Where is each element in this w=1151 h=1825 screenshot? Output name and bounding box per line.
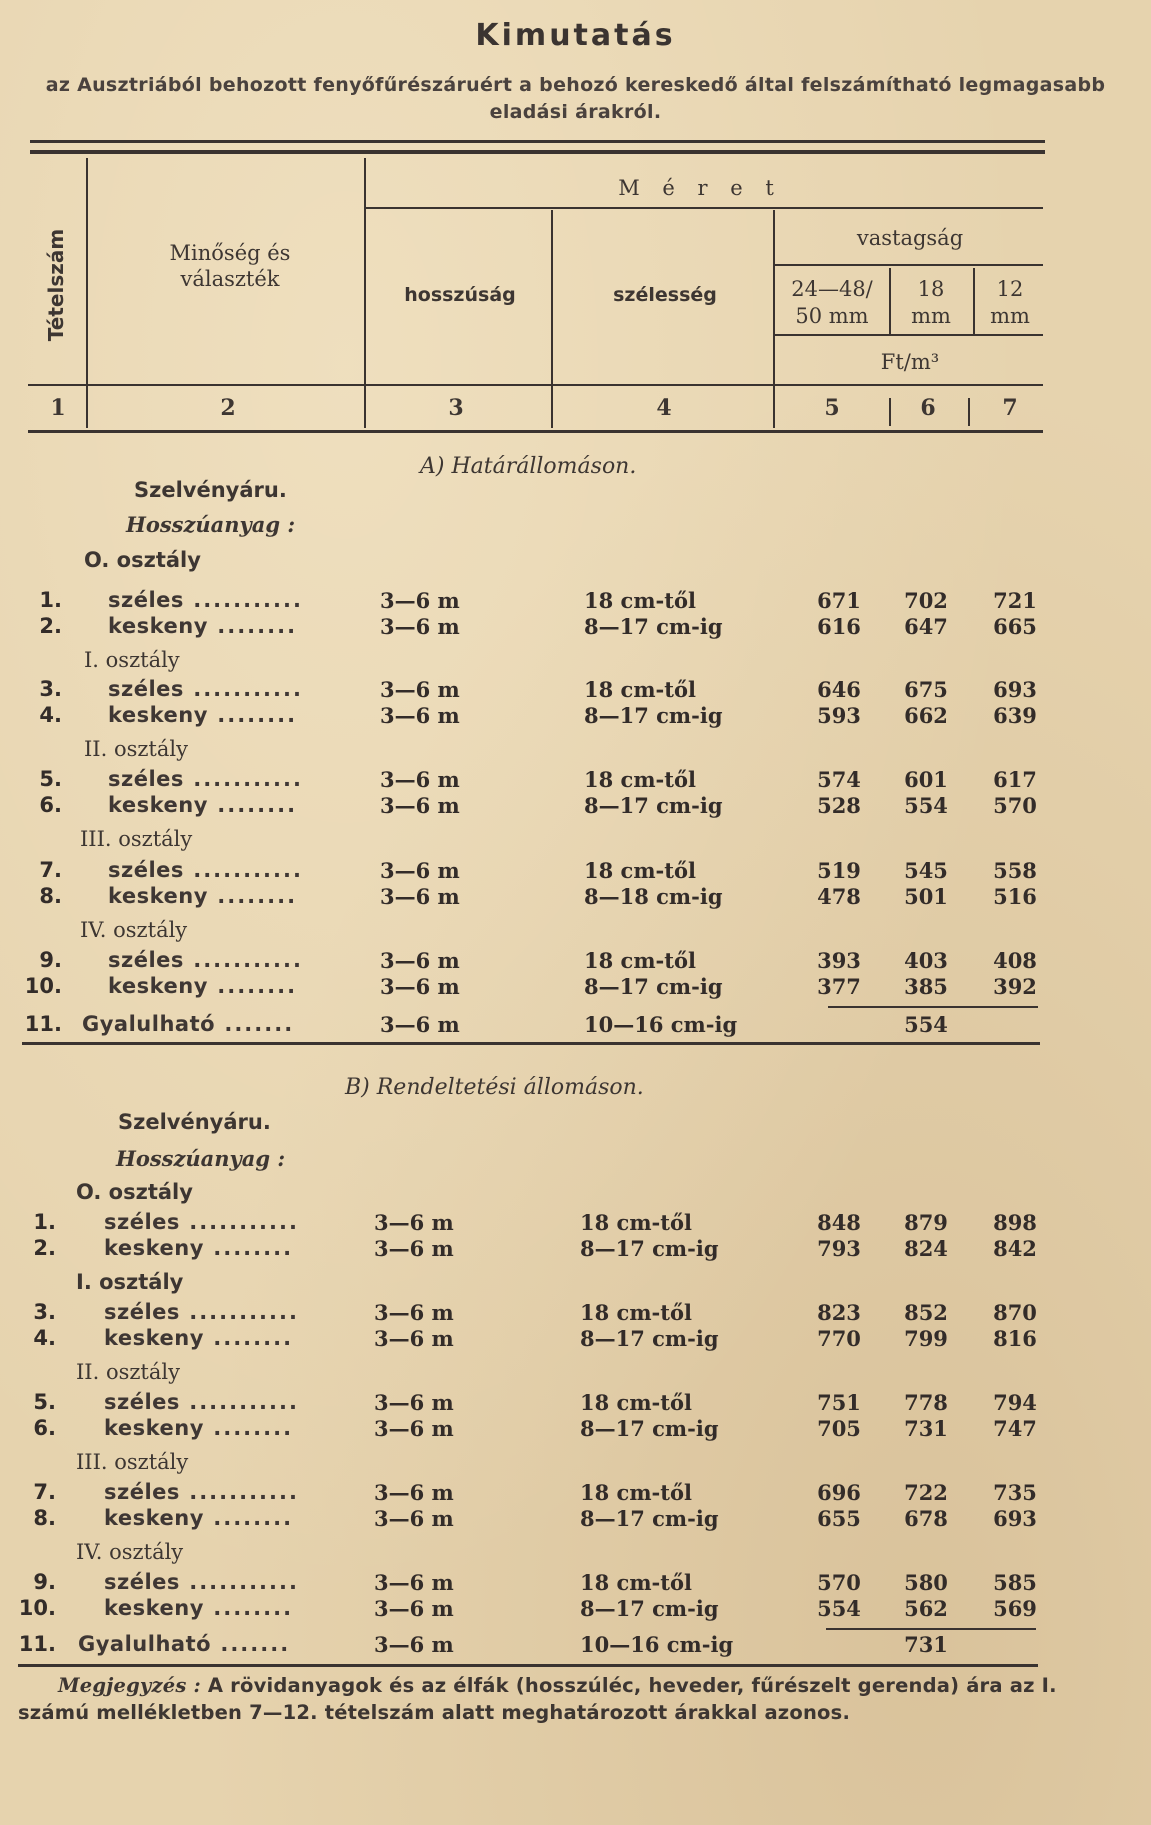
row-number: 7. xyxy=(39,858,62,882)
row-price: 731 xyxy=(904,1632,948,1657)
row-number: 9. xyxy=(39,948,62,972)
table-row xyxy=(0,588,1151,614)
row-price-2: 580 xyxy=(904,1570,948,1595)
row-name: széles ........... xyxy=(108,677,303,701)
row-width: 8—17 cm-ig xyxy=(580,1326,719,1351)
row-price-2: 722 xyxy=(904,1480,948,1505)
row-price-3: 570 xyxy=(993,793,1037,818)
row-length: 3—6 m xyxy=(380,677,460,702)
table-row xyxy=(0,703,1151,729)
row-price-2: 662 xyxy=(904,703,948,728)
row-number: 10. xyxy=(18,1596,56,1620)
footnote-text: A rövidanyagok és az élfák (hosszúléc, heveder, fűrészelt gerenda) ára az I. számú mellékletben 7—12. tételszám alatt meghatározott árakkal azonos. xyxy=(18,1674,1057,1724)
row-name: széles ........... xyxy=(104,1390,299,1414)
row-price-3: 898 xyxy=(993,1210,1037,1235)
row-price-1: 646 xyxy=(817,677,861,702)
col-number: 3 xyxy=(448,395,464,421)
table-row xyxy=(0,858,1151,884)
row-name: széles ........... xyxy=(108,948,303,972)
row-price-1: 770 xyxy=(817,1326,861,1351)
row-number: 8. xyxy=(39,884,62,908)
row-width: 10—16 cm-ig xyxy=(580,1632,734,1657)
row-name: Gyalulható ....... xyxy=(82,1012,295,1036)
row-number: 2. xyxy=(33,1236,56,1260)
row-width: 8—17 cm-ig xyxy=(584,703,723,728)
row-length: 3—6 m xyxy=(380,588,460,613)
row-price-3: 842 xyxy=(993,1236,1037,1261)
row-price-2: 879 xyxy=(904,1210,948,1235)
col-v1: 24—48/ 50 mm xyxy=(791,277,873,328)
row-length: 3—6 m xyxy=(374,1632,454,1657)
row-name: széles ........... xyxy=(108,858,303,882)
row-name: keskeny ........ xyxy=(104,1506,294,1530)
row-price-3: 585 xyxy=(993,1570,1037,1595)
table-row xyxy=(0,1326,1151,1352)
class-label: I. osztály xyxy=(84,648,180,672)
row-price-2: 545 xyxy=(904,858,948,883)
row-name: keskeny ........ xyxy=(104,1416,294,1440)
col-szelesseg: szélesség xyxy=(613,284,717,306)
row-length: 3—6 m xyxy=(374,1570,454,1595)
row-price-1: 705 xyxy=(817,1416,861,1441)
col-number: 5 xyxy=(824,395,840,421)
row-price-1: 570 xyxy=(817,1570,861,1595)
row-price-3: 735 xyxy=(993,1480,1037,1505)
row-name: széles ........... xyxy=(104,1210,299,1234)
row-name: széles ........... xyxy=(104,1300,299,1324)
row-number: 6. xyxy=(33,1416,56,1440)
row-name: keskeny ........ xyxy=(104,1236,294,1260)
header-divider xyxy=(973,268,975,334)
section-sub1: Szelvényáru. xyxy=(118,1110,271,1134)
section-sub2: Hosszúanyag : xyxy=(126,512,296,537)
col-vastagsag: vastagság xyxy=(856,226,964,250)
class-label: IV. osztály xyxy=(76,1540,184,1564)
row-length: 3—6 m xyxy=(374,1416,454,1441)
row-width: 8—17 cm-ig xyxy=(584,793,723,818)
row-name: Gyalulható ....... xyxy=(78,1632,291,1656)
row-number: 4. xyxy=(33,1326,56,1350)
row-length: 3—6 m xyxy=(380,614,460,639)
row-price-3: 558 xyxy=(993,858,1037,883)
row-price-2: 702 xyxy=(904,588,948,613)
row-length: 3—6 m xyxy=(374,1480,454,1505)
row-name: keskeny ........ xyxy=(108,884,298,908)
class-label: I. osztály xyxy=(76,1270,184,1294)
table-row xyxy=(0,1570,1151,1596)
class-label: III. osztály xyxy=(76,1450,189,1474)
row-price-3: 639 xyxy=(993,703,1037,728)
subtotal-rule xyxy=(826,1628,1036,1630)
row-name: keskeny ........ xyxy=(108,614,298,638)
row-width: 18 cm-től xyxy=(584,767,696,792)
row-price-2: 799 xyxy=(904,1326,948,1351)
section-heading: B) Rendeltetési állomáson. xyxy=(345,1075,644,1100)
header-divider xyxy=(551,210,553,428)
table-row xyxy=(0,1506,1151,1532)
subtotal-rule xyxy=(828,1006,1038,1008)
col-minoseg: Minőség és választék xyxy=(169,241,291,291)
row-width: 8—17 cm-ig xyxy=(580,1416,719,1441)
row-number: 6. xyxy=(39,793,62,817)
row-number: 1. xyxy=(33,1210,56,1234)
header-divider xyxy=(773,210,775,428)
row-price-1: 377 xyxy=(817,974,861,999)
row-price-3: 693 xyxy=(993,677,1037,702)
table-row xyxy=(0,1210,1151,1236)
row-price-3: 794 xyxy=(993,1390,1037,1415)
header-divider xyxy=(968,398,970,426)
row-number: 9. xyxy=(33,1570,56,1594)
row-number: 5. xyxy=(33,1390,56,1414)
col-number: 7 xyxy=(1002,395,1018,421)
row-price-2: 647 xyxy=(904,614,948,639)
row-price-2: 678 xyxy=(904,1506,948,1531)
table-row xyxy=(0,1300,1151,1326)
table-row xyxy=(0,1416,1151,1442)
row-price-1: 393 xyxy=(817,948,861,973)
row-price-2: 562 xyxy=(904,1596,948,1621)
col-number: 6 xyxy=(920,395,936,421)
section-sub1: Szelvényáru. xyxy=(134,478,287,502)
row-number: 1. xyxy=(39,588,62,612)
row-price-3: 721 xyxy=(993,588,1037,613)
col-tetelszam: Tételszám xyxy=(44,228,68,342)
class-label: IV. osztály xyxy=(80,918,188,942)
row-number: 11. xyxy=(18,1632,56,1656)
section-end-rule xyxy=(22,1042,1040,1045)
header-rule xyxy=(775,264,1043,266)
row-price-1: 528 xyxy=(817,793,861,818)
row-width: 18 cm-től xyxy=(584,588,696,613)
row-width: 18 cm-től xyxy=(584,948,696,973)
row-number: 11. xyxy=(24,1012,62,1036)
row-price-3: 392 xyxy=(993,974,1037,999)
row-length: 3—6 m xyxy=(380,1012,460,1037)
row-price-2: 824 xyxy=(904,1236,948,1261)
header-divider xyxy=(889,268,891,334)
col-unit: Ft/m³ xyxy=(880,350,940,374)
row-price-1: 793 xyxy=(817,1236,861,1261)
row-number: 8. xyxy=(33,1506,56,1530)
row-length: 3—6 m xyxy=(374,1210,454,1235)
row-price: 554 xyxy=(904,1012,948,1037)
table-row xyxy=(0,1012,1151,1038)
header-divider xyxy=(889,398,891,426)
table-row xyxy=(0,1480,1151,1506)
table-row xyxy=(0,767,1151,793)
row-number: 5. xyxy=(39,767,62,791)
row-price-3: 693 xyxy=(993,1506,1037,1531)
top-rule-2 xyxy=(30,150,1045,154)
row-price-1: 478 xyxy=(817,884,861,909)
document-subtitle: az Ausztriából behozott fenyőfűrészáruért a behozó kereskedő által felszámítható legmagasabb eladási árakról. xyxy=(45,74,1106,123)
header-divider xyxy=(364,158,366,428)
top-rule xyxy=(30,140,1045,143)
table-row xyxy=(0,614,1151,640)
col-v2: 18 mm xyxy=(911,277,951,328)
col-v3: 12 mm xyxy=(990,277,1030,328)
row-width: 18 cm-től xyxy=(584,858,696,883)
class-label: III. osztály xyxy=(80,827,193,851)
table-row xyxy=(0,974,1151,1000)
row-price-2: 852 xyxy=(904,1300,948,1325)
row-price-3: 665 xyxy=(993,614,1037,639)
row-price-3: 516 xyxy=(993,884,1037,909)
class-label: O. osztály xyxy=(84,548,201,572)
row-length: 3—6 m xyxy=(374,1390,454,1415)
row-price-2: 501 xyxy=(904,884,948,909)
row-name: keskeny ........ xyxy=(104,1326,294,1350)
row-price-3: 747 xyxy=(993,1416,1037,1441)
col-number: 4 xyxy=(656,395,672,421)
row-price-3: 569 xyxy=(993,1596,1037,1621)
row-price-2: 403 xyxy=(904,948,948,973)
header-divider xyxy=(86,158,88,428)
row-price-1: 696 xyxy=(817,1480,861,1505)
row-length: 3—6 m xyxy=(374,1236,454,1261)
row-price-2: 675 xyxy=(904,677,948,702)
table-row xyxy=(0,1236,1151,1262)
row-number: 3. xyxy=(33,1300,56,1324)
row-name: széles ........... xyxy=(108,767,303,791)
table-row xyxy=(0,1596,1151,1622)
table-row xyxy=(0,677,1151,703)
row-length: 3—6 m xyxy=(380,884,460,909)
row-number: 4. xyxy=(39,703,62,727)
row-name: széles ........... xyxy=(108,588,303,612)
row-length: 3—6 m xyxy=(380,948,460,973)
row-price-3: 816 xyxy=(993,1326,1037,1351)
col-hosszusag: hosszúság xyxy=(404,284,516,306)
table-row xyxy=(0,1632,1151,1658)
row-width: 18 cm-től xyxy=(580,1390,692,1415)
row-name: keskeny ........ xyxy=(108,974,298,998)
row-length: 3—6 m xyxy=(380,767,460,792)
row-price-3: 408 xyxy=(993,948,1037,973)
row-price-2: 731 xyxy=(904,1416,948,1441)
row-length: 3—6 m xyxy=(380,858,460,883)
row-price-1: 519 xyxy=(817,858,861,883)
row-width: 8—17 cm-ig xyxy=(584,614,723,639)
row-price-2: 554 xyxy=(904,793,948,818)
row-width: 8—17 cm-ig xyxy=(580,1596,719,1621)
row-price-1: 671 xyxy=(817,588,861,613)
class-label: II. osztály xyxy=(76,1360,180,1384)
row-width: 8—18 cm-ig xyxy=(584,884,723,909)
row-width: 18 cm-től xyxy=(580,1570,692,1595)
table-row xyxy=(0,884,1151,910)
row-price-1: 848 xyxy=(817,1210,861,1235)
row-width: 18 cm-től xyxy=(580,1300,692,1325)
footnote-label: Megjegyzés : xyxy=(58,1674,201,1697)
row-width: 18 cm-től xyxy=(580,1480,692,1505)
row-price-1: 574 xyxy=(817,767,861,792)
row-width: 18 cm-től xyxy=(580,1210,692,1235)
row-price-1: 823 xyxy=(817,1300,861,1325)
row-price-2: 385 xyxy=(904,974,948,999)
header-rule xyxy=(28,384,1043,386)
row-name: széles ........... xyxy=(104,1570,299,1594)
row-price-1: 655 xyxy=(817,1506,861,1531)
row-width: 8—17 cm-ig xyxy=(584,974,723,999)
class-label: II. osztály xyxy=(84,737,188,761)
row-width: 10—16 cm-ig xyxy=(584,1012,738,1037)
row-name: keskeny ........ xyxy=(108,793,298,817)
col-number: 1 xyxy=(50,395,66,421)
row-number: 7. xyxy=(33,1480,56,1504)
row-length: 3—6 m xyxy=(380,974,460,999)
table-row xyxy=(0,793,1151,819)
row-length: 3—6 m xyxy=(380,793,460,818)
footnote xyxy=(18,1672,1128,1726)
section-end-rule xyxy=(18,1664,1038,1667)
table-row xyxy=(0,1390,1151,1416)
header-rule xyxy=(366,207,1043,209)
header-rule xyxy=(775,334,1043,336)
class-label: O. osztály xyxy=(76,1180,193,1204)
row-length: 3—6 m xyxy=(380,703,460,728)
row-name: keskeny ........ xyxy=(108,703,298,727)
header-rule xyxy=(28,430,1043,433)
row-number: 3. xyxy=(39,677,62,701)
col-meret: M é r e t xyxy=(618,176,782,200)
row-length: 3—6 m xyxy=(374,1300,454,1325)
row-width: 8—17 cm-ig xyxy=(580,1506,719,1531)
row-price-3: 617 xyxy=(993,767,1037,792)
row-number: 2. xyxy=(39,614,62,638)
section-sub2: Hosszúanyag : xyxy=(116,1146,286,1171)
table-row xyxy=(0,948,1151,974)
document-title: Kimutatás xyxy=(475,18,676,53)
row-price-2: 601 xyxy=(904,767,948,792)
row-price-1: 554 xyxy=(817,1596,861,1621)
row-name: széles ........... xyxy=(104,1480,299,1504)
row-length: 3—6 m xyxy=(374,1326,454,1351)
row-number: 10. xyxy=(24,974,62,998)
section-heading: A) Határállomáson. xyxy=(420,454,637,479)
row-price-2: 778 xyxy=(904,1390,948,1415)
row-price-3: 870 xyxy=(993,1300,1037,1325)
row-price-1: 751 xyxy=(817,1390,861,1415)
row-width: 18 cm-től xyxy=(584,677,696,702)
row-length: 3—6 m xyxy=(374,1506,454,1531)
row-length: 3—6 m xyxy=(374,1596,454,1621)
col-number: 2 xyxy=(220,395,236,421)
row-price-1: 593 xyxy=(817,703,861,728)
row-name: keskeny ........ xyxy=(104,1596,294,1620)
row-width: 8—17 cm-ig xyxy=(580,1236,719,1261)
row-price-1: 616 xyxy=(817,614,861,639)
